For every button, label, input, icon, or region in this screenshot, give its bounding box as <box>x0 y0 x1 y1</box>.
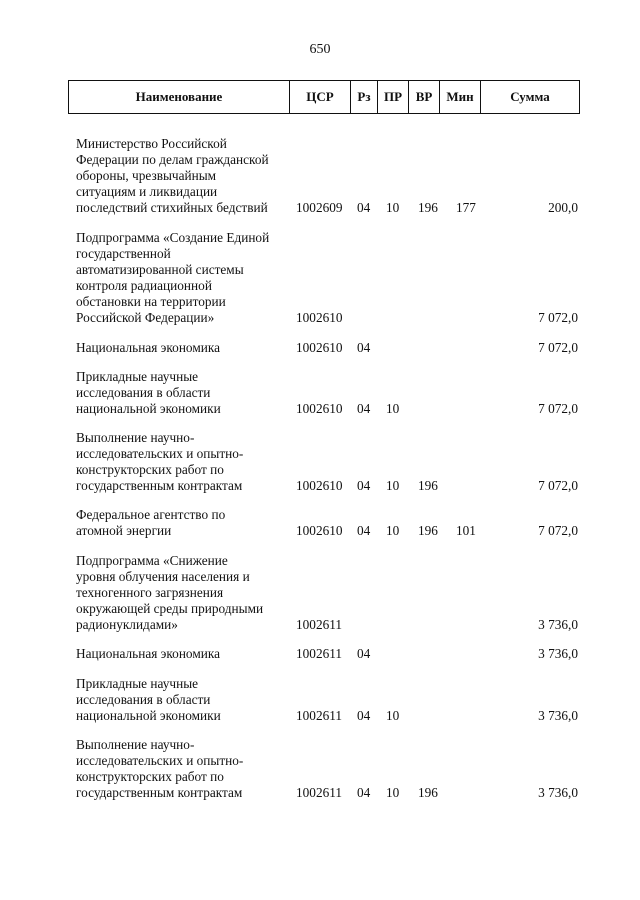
table-row <box>0 507 640 539</box>
row-pr: 10 <box>386 401 400 416</box>
header-vr: ВР <box>409 81 440 114</box>
row-vr: 196 <box>418 785 438 800</box>
row-csr: 1002610 <box>296 340 343 355</box>
row-name: Национальная экономика <box>76 340 221 355</box>
header-name: Наименование <box>69 81 290 114</box>
row-sum: 7 072,0 <box>538 478 578 493</box>
row-csr: 1002610 <box>296 478 343 493</box>
row-sum: 7 072,0 <box>538 401 578 416</box>
row-sum: 3 736,0 <box>538 646 578 661</box>
row-sum: 3 736,0 <box>538 617 578 632</box>
row-csr: 1002610 <box>296 523 343 538</box>
row-name: Прикладные научные исследования в области национальной экономики <box>76 676 221 723</box>
row-pr: 10 <box>386 708 400 723</box>
row-csr: 1002610 <box>296 310 343 325</box>
row-name: Выполнение научно- исследовательских и опытно- конструкторских работ по государственным контрактам <box>76 737 244 800</box>
header-csr: ЦСР <box>290 81 351 114</box>
row-name: Выполнение научно- исследовательских и опытно- конструкторских работ по государственным контрактам <box>76 430 244 493</box>
row-csr: 1002611 <box>296 708 343 723</box>
row-sum: 7 072,0 <box>538 523 578 538</box>
row-pr: 10 <box>386 523 400 538</box>
row-vr: 196 <box>418 200 438 215</box>
row-rz: 04 <box>357 785 371 800</box>
row-sum: 3 736,0 <box>538 785 578 800</box>
row-vr: 196 <box>418 478 438 493</box>
row-sum: 200,0 <box>548 200 578 215</box>
row-pr: 10 <box>386 478 400 493</box>
row-rz: 04 <box>357 523 371 538</box>
row-pr: 10 <box>386 785 400 800</box>
row-sum: 7 072,0 <box>538 340 578 355</box>
row-min: 101 <box>456 523 476 538</box>
row-rz: 04 <box>357 200 371 215</box>
header-sum: Сумма <box>481 81 580 114</box>
table-row <box>0 737 640 801</box>
table-row <box>0 369 640 417</box>
table-row <box>0 430 640 494</box>
row-rz: 04 <box>357 478 371 493</box>
row-min: 177 <box>456 200 476 215</box>
header-rz: Рз <box>351 81 378 114</box>
table-row <box>0 646 640 662</box>
row-name: Прикладные научные исследования в области национальной экономики <box>76 369 221 416</box>
table-row <box>0 136 640 216</box>
row-csr: 1002609 <box>296 200 343 215</box>
header-min: Мин <box>440 81 481 114</box>
row-sum: 7 072,0 <box>538 310 578 325</box>
row-name: Федеральное агентство по атомной энергии <box>76 507 226 538</box>
row-name: Министерство Российской Федерации по делам гражданской обороны, чрезвычайным ситуациям и ликвидации последствий стихийных бедствий <box>76 136 269 215</box>
row-vr: 196 <box>418 523 438 538</box>
row-rz: 04 <box>357 401 371 416</box>
header-pr: ПР <box>378 81 409 114</box>
row-csr: 1002611 <box>296 646 343 661</box>
row-csr: 1002611 <box>296 617 343 632</box>
row-name: Национальная экономика <box>76 646 221 661</box>
table-row <box>0 553 640 633</box>
table-row <box>0 340 640 356</box>
row-rz: 04 <box>357 646 371 661</box>
row-rz: 04 <box>357 340 371 355</box>
table-row <box>0 676 640 724</box>
row-name: Подпрограмма «Создание Единой государственной автоматизированной системы контроля радиационной обстановки на территории Российской Федерации» <box>76 230 270 325</box>
table-header <box>68 80 580 114</box>
row-sum: 3 736,0 <box>538 708 578 723</box>
row-name: Подпрограмма «Снижение уровня облучения населения и техногенного загрязнения окружающей среды природными радионуклидами» <box>76 553 264 632</box>
row-pr: 10 <box>386 200 400 215</box>
page-number: 650 <box>309 42 331 57</box>
row-csr: 1002610 <box>296 401 343 416</box>
row-rz: 04 <box>357 708 371 723</box>
row-csr: 1002611 <box>296 785 343 800</box>
table-row <box>0 230 640 326</box>
